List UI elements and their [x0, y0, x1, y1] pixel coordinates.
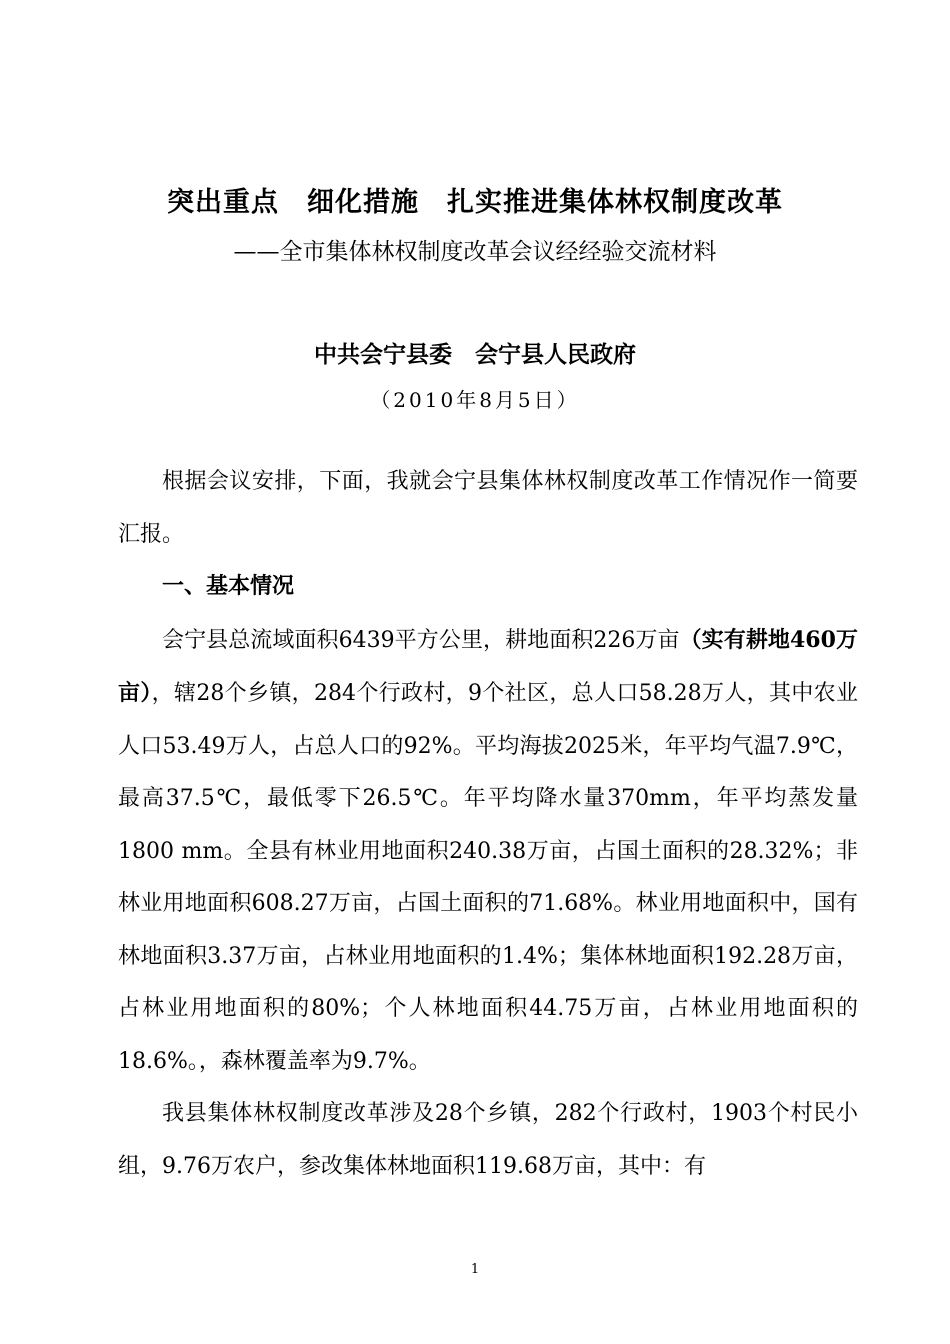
document-subtitle: ——全市集体林权制度改革会议经经验交流材料: [233, 239, 717, 265]
document-body: [118, 456, 858, 1193]
page-number: 1: [470, 1262, 480, 1277]
reform-scope-paragraph: 我县集体林权制度改革涉及28个乡镇，282个行政村，1903个村民小组，9.76万农户，参改集体林地面积119.68万亩，其中：有: [118, 1101, 858, 1179]
paragraph-text: 会宁县总流域面积6439平方公里，耕地面积226万亩: [162, 627, 680, 653]
intro-paragraph: 根据会议安排，下面，我就会宁县集体林权制度改革工作情况作一简要汇报。: [118, 469, 858, 547]
basic-info-paragraph: [118, 614, 858, 1089]
document-date: （2010年8月5日）: [370, 388, 580, 412]
paragraph-text: ，辖28个乡镇，284个行政村，9个社区，总人口58.28万人，其中农业人口53.49万人，占总人口的92%。平均海拔2025米，年平均气温7.9℃，最高37.5℃，最低零下26.5℃。年平均降水量370mm，年平均蒸发量1800 mm。全县有林业用地面积240.38万亩，占国土面积的28.32%；非林业用地面积608.27万亩，占国土面积的71.68%。林业用地面积中，国有林地面积3.37万亩，占林业用地面积的1.4%；集体林地面积192.28万亩，占林业用地面积的80%；个人林地面积44.75万亩，占林业用地面积的18.6%。，森林覆盖率为9.7%。: [118, 681, 858, 1074]
document-title: 突出重点 细化措施 扎实推进集体林权制度改革: [167, 187, 783, 218]
section-heading: 一、基本情况: [162, 574, 295, 599]
bold-note: （实有耕地460万亩）: [118, 626, 858, 706]
document-author: 中共会宁县委 会宁县人民政府: [314, 342, 636, 368]
